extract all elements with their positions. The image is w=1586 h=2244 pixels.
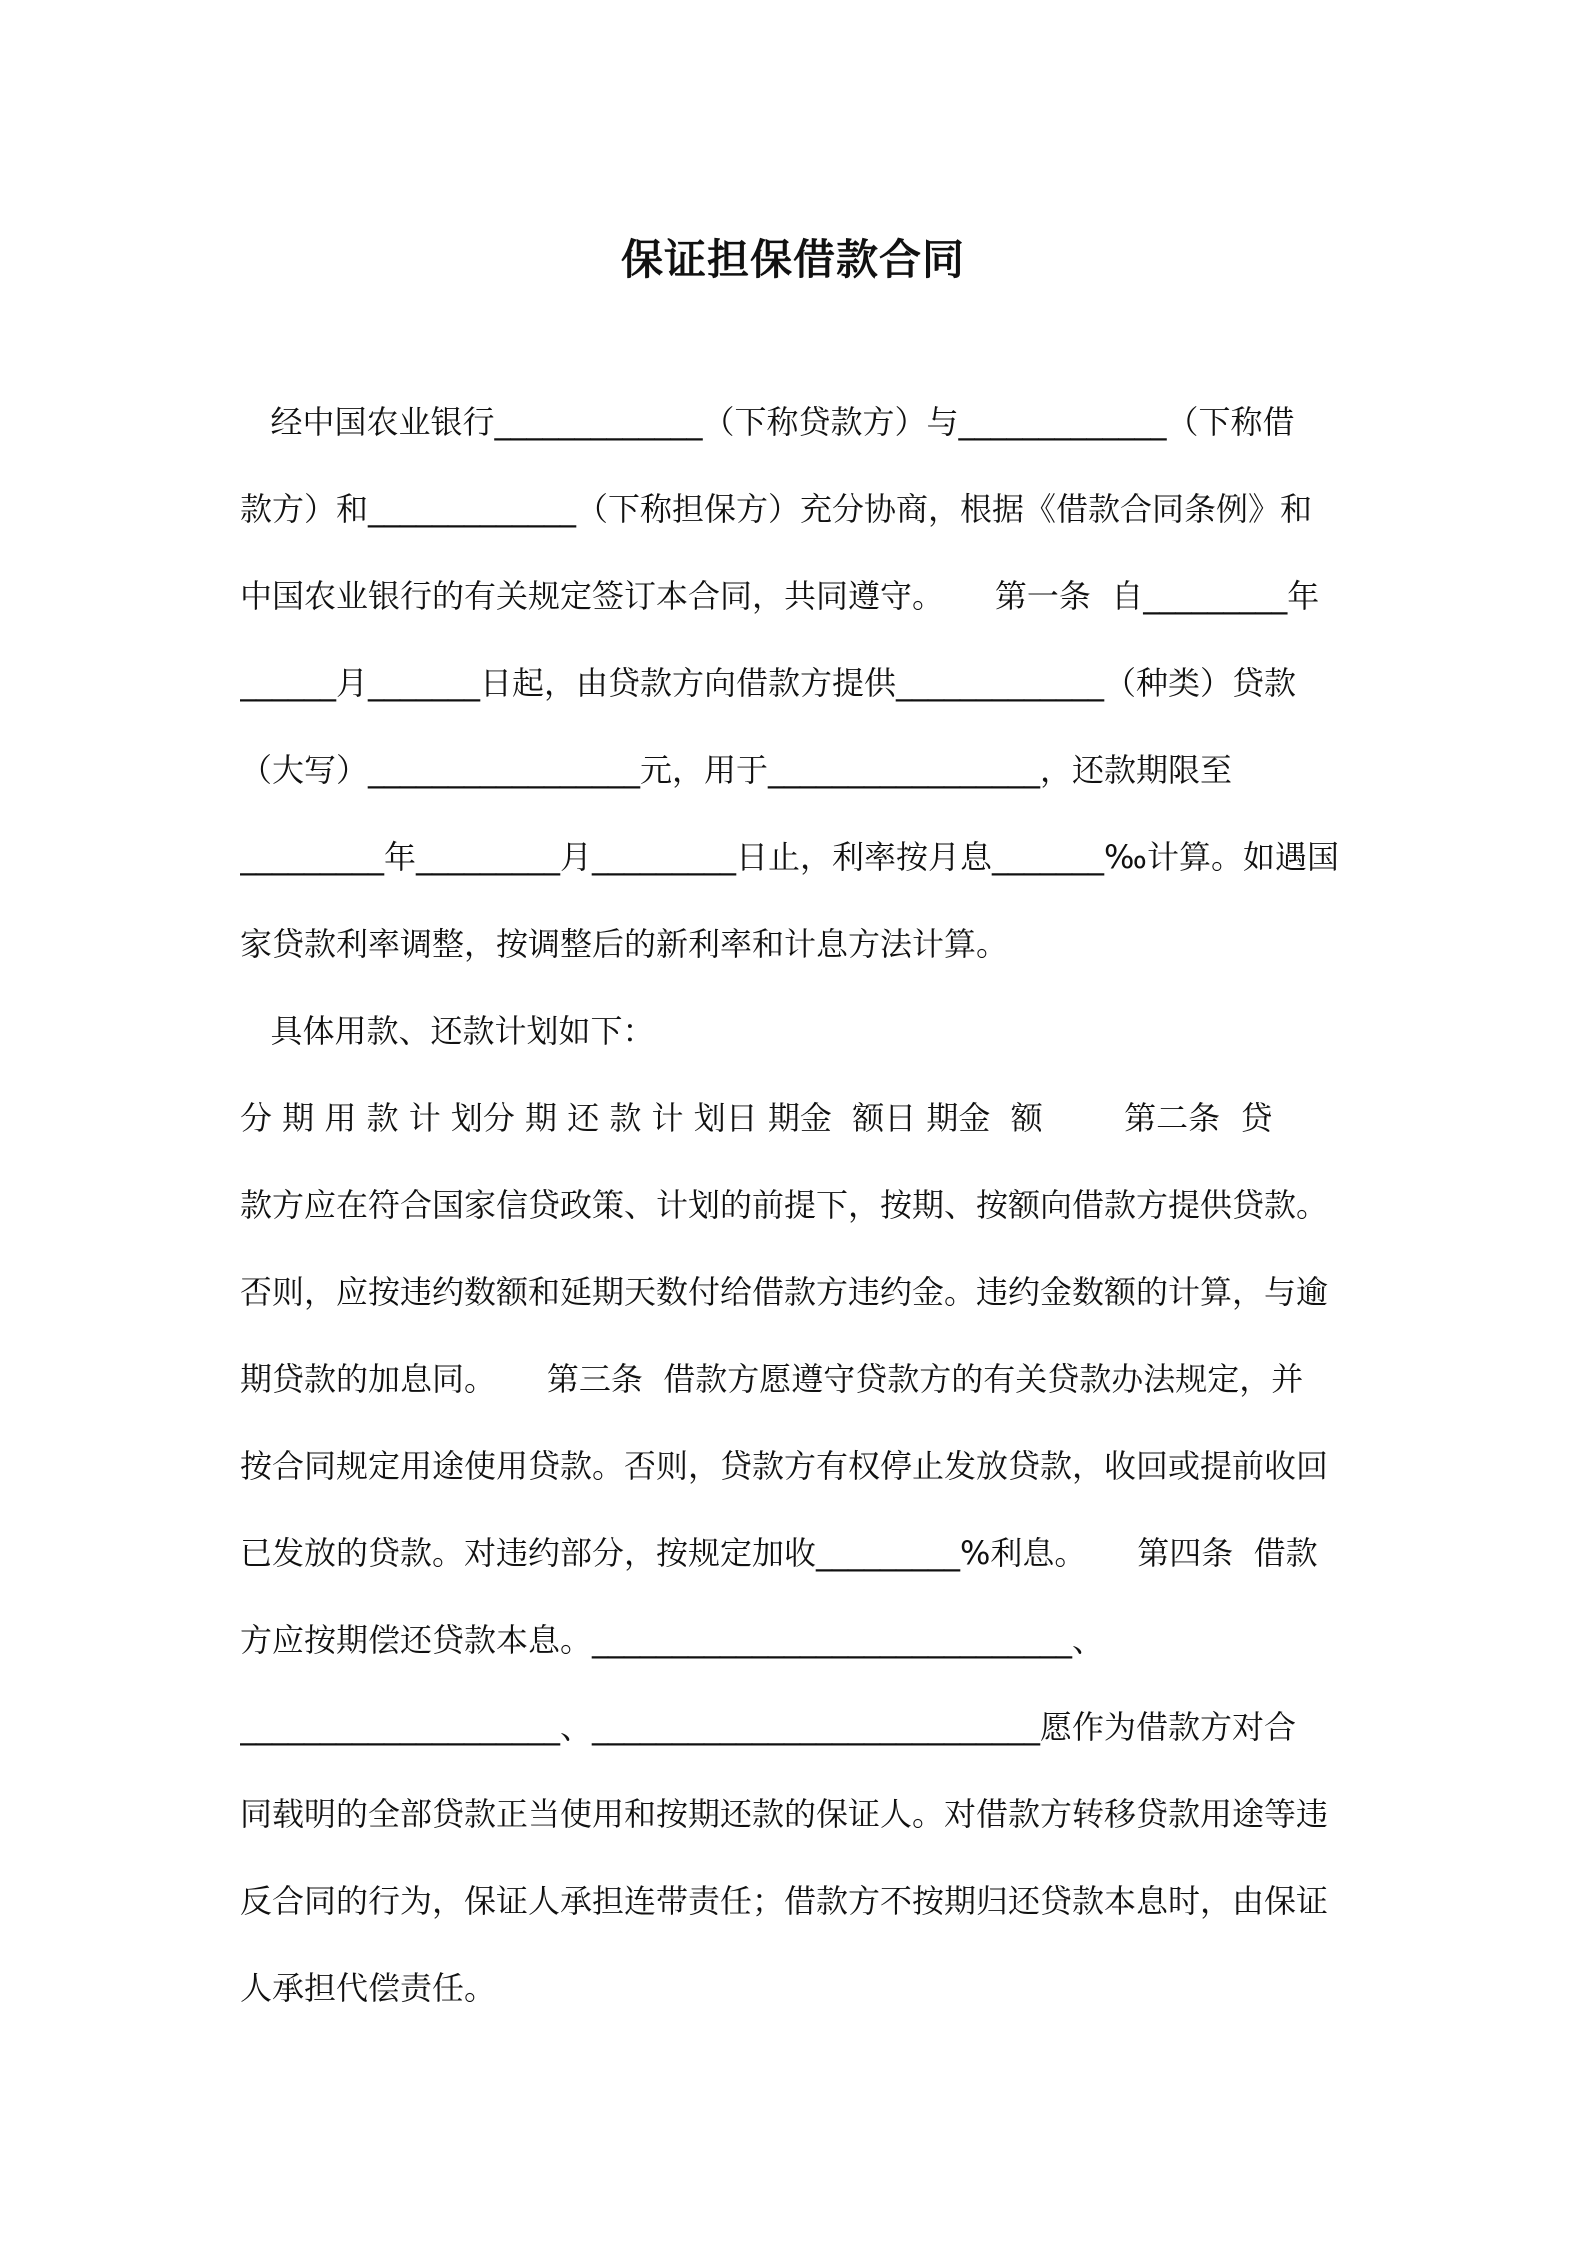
paragraph-line: 款方）和_____________（下称担保方）充分协商，根据《借款合同条例》和 xyxy=(240,490,1313,528)
paragraph-line: 同载明的全部贷款正当使用和按期还款的保证人。对借款方转移贷款用途等违 xyxy=(240,1795,1329,1833)
paragraph-line: 按合同规定用途使用贷款。否则，贷款方有权停止发放贷款，收回或提前收回 xyxy=(240,1447,1329,1485)
paragraph-line: 分 期 用 款 计 划分 期 还 款 计 划日 期金 额日 期金 额 第二条 贷 xyxy=(240,1099,1273,1137)
paragraph-line: （大写）_________________元，用于_________________，还款期限至 xyxy=(240,751,1233,789)
paragraph-line: 具体用款、还款计划如下： xyxy=(240,1012,655,1050)
paragraph-line: 家贷款利率调整，按调整后的新利率和计息方法计算。 xyxy=(240,925,1009,963)
paragraph-line: ____________________、____________________________愿作为借款方对合 xyxy=(240,1708,1297,1746)
paragraph-line: 否则，应按违约数额和延期天数付给借款方违约金。违约金数额的计算，与逾 xyxy=(240,1273,1329,1311)
paragraph-line: ______月_______日起，由贷款方向借款方提供_____________（种类）贷款 xyxy=(240,664,1297,702)
paragraph-line: 中国农业银行的有关规定签订本合同，共同遵守。 第一条 自_________年 xyxy=(240,577,1320,615)
paragraph-line: 人承担代偿责任。 xyxy=(240,1969,497,2007)
paragraph-line: _________年_________月_________日止，利率按月息_______‰计算。如遇国 xyxy=(240,838,1339,876)
paragraph-line: 经中国农业银行_____________（下称贷款方）与_____________（下称借 xyxy=(240,403,1295,441)
paragraph-line: 期贷款的加息同。 第三条 借款方愿遵守贷款方的有关贷款办法规定，并 xyxy=(240,1360,1304,1398)
document-title: 保证担保借款合同 xyxy=(620,235,965,284)
paragraph-line: 反合同的行为，保证人承担连带责任；借款方不按期归还贷款本息时，由保证 xyxy=(240,1882,1329,1920)
paragraph-line: 方应按期偿还贷款本息。______________________________、 xyxy=(240,1621,1105,1659)
paragraph-line: 已发放的贷款。对违约部分，按规定加收_________%利息。 第四条 借款 xyxy=(240,1534,1318,1572)
paragraph-line: 款方应在符合国家信贷政策、计划的前提下，按期、按额向借款方提供贷款。 xyxy=(240,1186,1329,1224)
